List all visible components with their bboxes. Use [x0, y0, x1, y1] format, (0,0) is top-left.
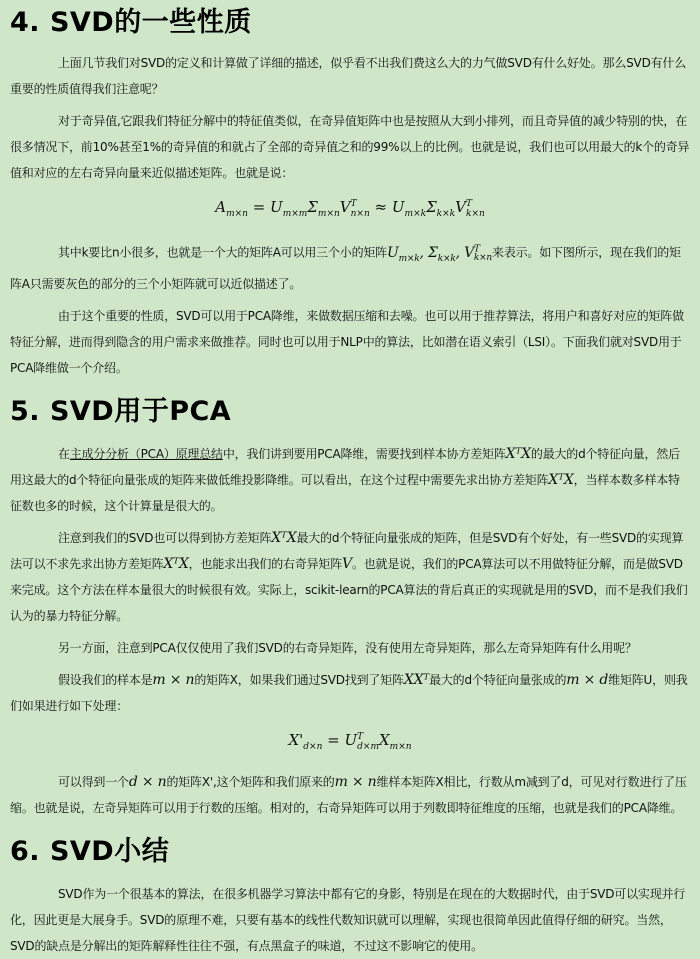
xxt-math: XXᵀ	[403, 672, 430, 689]
row-compression-formula: $X'_{d\times n} = U^T_{d\times m}X_{m\times n}$	[288, 731, 412, 753]
section-5-paragraph-3: 另一方面，注意到PCA仅仅使用了我们SVD的右奇异矩阵，没有使用左奇异矩阵，那么左奇异矩阵有什么用呢？	[58, 641, 637, 656]
xtx-math: XᵀX	[505, 446, 531, 463]
xtx-math: XᵀX	[163, 556, 189, 573]
section-5-paragraph-5: 可以得到一个d × n的矩阵X',这个矩阵和我们原来的m × n维样本矩阵X相比，行数从m减到了d，可见对行数进行了压缩。也就是说，左奇异矩阵可以用于行数的压缩。相对的，右奇异矩阵可以用于列数即特征维度的压缩，也就是我们的PCA降维。	[10, 774, 687, 816]
section-6-paragraph-1: SVD作为一个很基本的算法，在很多机器学习算法中都有它的身影，特别是在现在的大数据时代，由于SVD可以实现并行化，因此更是大展身手。SVD的原理不难，只要有基本的线性代数知识就可以理解，实现也很简单因此值得仔细的研究。当然，SVD的缺点是分解出的矩阵解释性往往不强，有点黑盒子的味道，不过这不影响它的使用。	[10, 887, 686, 954]
mxn-math: m × n	[334, 774, 377, 791]
section-5-paragraph-4: 假设我们的样本是m × n的矩阵X，如果我们通过SVD找到了矩阵XXᵀ最大的d个特征向量张成的m × d维矩阵U，则我们如果进行如下处理：	[10, 672, 688, 714]
dxn-math: d × n	[128, 774, 167, 791]
mxn-math: m × n	[152, 672, 195, 689]
section-4-paragraph-4: 由于这个重要的性质，SVD可以用于PCA降维，来做数据压缩和去噪。也可以用于推荐算法，将用户和喜好对应的矩阵做特征分解，进而得到隐含的用户需求来做推荐。同时也可以用于NLP中的算法，比如潜在语义索引（LSI）。下面我们就对SVD用于PCA降维做一个介绍。	[10, 309, 684, 376]
section-4-heading: 4. SVD的一些性质	[10, 7, 252, 38]
section-4-paragraph-2: 对于奇异值,它跟我们特征分解中的特征值类似，在奇异值矩阵中也是按照从大到小排列，而且奇异值的减少特别的快，在很多情况下，前10%甚至1%的奇异值的和就占了全部的奇异值之和的99%以上的比例。也就是说，我们也可以用最大的k个的奇异值和对应的左右奇异向量来近似描述矩阵。也就是说：	[10, 114, 690, 180]
section-5-paragraph-2: 注意到我们的SVD也可以得到协方差矩阵XᵀX最大的d个特征向量张成的矩阵，但是SVD有个好处，有一些SVD的实现算法可以不求先求出协方差矩阵XᵀX，也能求出我们的右奇异矩阵V。也就是说，我们的PCA算法可以不用做特征分解，而是做SVD来完成。这个方法在样本量很大的时候很有效。实际上，scikit-learn的PCA算法的背后真正的实现就是用的SVD，而不是我们我们认为的暴力特征分解。	[10, 530, 688, 624]
truncated-matrices-math: $U_{m\times k}$, $\Sigma_{k\times k}$, $V^T_{k\times n}$	[386, 244, 493, 264]
section-5-heading: 5. SVD用于PCA	[10, 396, 232, 428]
xtx-math: XᵀX	[548, 472, 574, 489]
section-6-heading: 6. SVD小结	[10, 836, 170, 868]
mxd-math: m × d	[566, 672, 609, 689]
svd-approximation-formula: $A_{m\times n} = U_{m\times m}\Sigma_{m\times n}V^T_{n\times n} \approx U_{m\times k}\Sigma_{k\times k}V^T_{k\times n}$	[215, 198, 485, 219]
pca-summary-link[interactable]: 主成分分析（PCA）原理总结	[69, 447, 223, 462]
section-4-paragraph-1: 上面几节我们对SVD的定义和计算做了详细的描述，似乎看不出我们费这么大的力气做SVD有什么好处。那么SVD有什么重要的性质值得我们注意呢？	[10, 56, 687, 96]
section-5-paragraph-1: 在主成分分析（PCA）原理总结中，我们讲到要用PCA降维，需要找到样本协方差矩阵XᵀX的最大的d个特征向量，然后用这最大的d个特征向量张成的矩阵来做低维投影降维。可以看出，在这个过程中需要先求出协方差矩阵XᵀX，当样本数多样本特征数也多的时候，这个计算量是很大的。	[10, 446, 680, 514]
section-4-paragraph-3: 其中k要比n小很多，也就是一个大的矩阵A可以用三个小的矩阵$U_{m\times k}$, $\Sigma_{k\times k}$, $V^T_{k\times n}$来表示。如下图所示，现在我们的矩阵A只需要灰色的部分的三个小矩阵就可以近似描述了。	[10, 244, 681, 292]
v-math: V	[342, 556, 352, 573]
xtx-math: XᵀX	[271, 530, 297, 547]
